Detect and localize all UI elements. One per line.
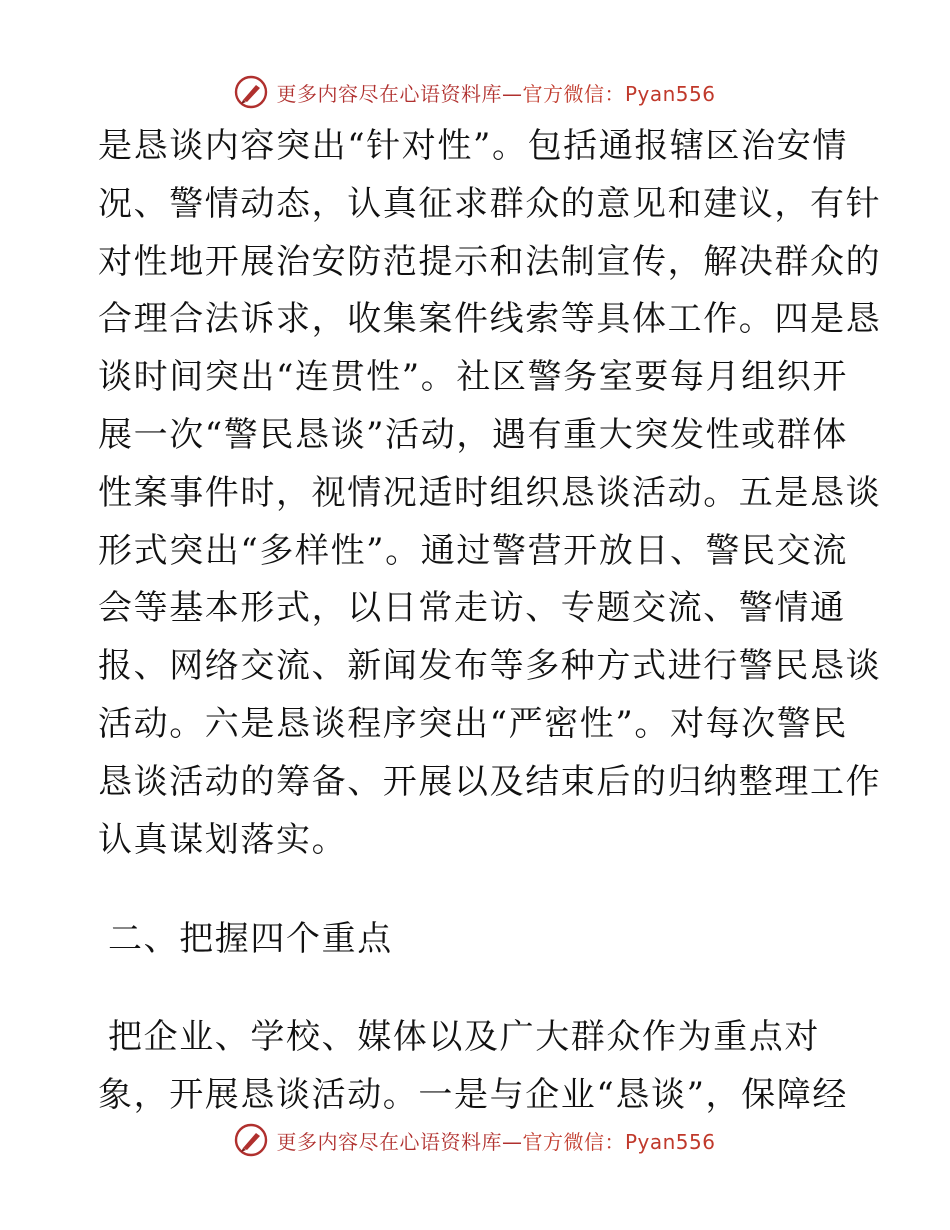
- text-line: 恳谈活动的筹备、开展以及结束后的归纳整理工作: [98, 761, 882, 802]
- section-heading: 二、把握四个重点: [108, 919, 393, 960]
- banner-separator: —: [501, 1129, 523, 1154]
- banner-text: [276, 1126, 715, 1155]
- footer-banner: [0, 1120, 950, 1160]
- text-line: 合理合法诉求，收集案件线索等具体工作。四是恳: [98, 299, 882, 340]
- text-line: 性案事件时，视情况适时组织恳谈活动。五是恳谈: [98, 472, 882, 513]
- text-line: 是恳谈内容突出“针对性”。包括通报辖区治安情: [98, 126, 848, 166]
- banner-wechat-text: 官方微信：Pyan556: [522, 1129, 716, 1154]
- pen-logo-icon: [234, 75, 268, 109]
- banner-separator: —: [501, 81, 523, 106]
- pen-logo-icon: [234, 1123, 268, 1157]
- banner-main-text: 更多内容尽在心语资料库: [276, 81, 502, 106]
- text-line: 展一次“警民恳谈”活动，遇有重大突发性或群体: [98, 414, 848, 455]
- text-line: 把企业、学校、媒体以及广大群众作为重点对: [108, 1017, 820, 1058]
- paragraph-spacer: [98, 969, 858, 1009]
- text-line: 报、网络交流、新闻发布等多种方式进行警民恳谈: [98, 646, 882, 687]
- text-line: 况、警情动态，认真征求群众的意见和建议，有针: [98, 183, 882, 224]
- text-line: 活动。六是恳谈程序突出“严密性”。对每次警民: [98, 703, 848, 744]
- paragraph-1: [98, 118, 882, 869]
- banner-text: [276, 78, 715, 107]
- text-line: 谈时间突出“连贯性”。社区警务室要每月组织开: [98, 357, 848, 398]
- banner-main-text: 更多内容尽在心语资料库: [276, 1129, 502, 1154]
- header-banner: [0, 72, 950, 112]
- text-line: 象，开展恳谈活动。一是与企业“恳谈”，保障经: [98, 1075, 848, 1116]
- text-line: 形式突出“多样性”。通过警营开放日、警民交流: [98, 530, 848, 571]
- text-line: 认真谋划落实。: [98, 819, 348, 860]
- paragraph-spacer: [98, 869, 858, 909]
- banner-wechat-text: 官方微信：Pyan556: [522, 81, 716, 106]
- paragraph-2: [98, 1009, 858, 1125]
- text-line: 对性地开展治安防范提示和法制宣传，解决群众的: [98, 241, 882, 282]
- text-line: 会等基本形式，以日常走访、专题交流、警情通: [98, 588, 846, 629]
- document-body: [98, 118, 882, 1125]
